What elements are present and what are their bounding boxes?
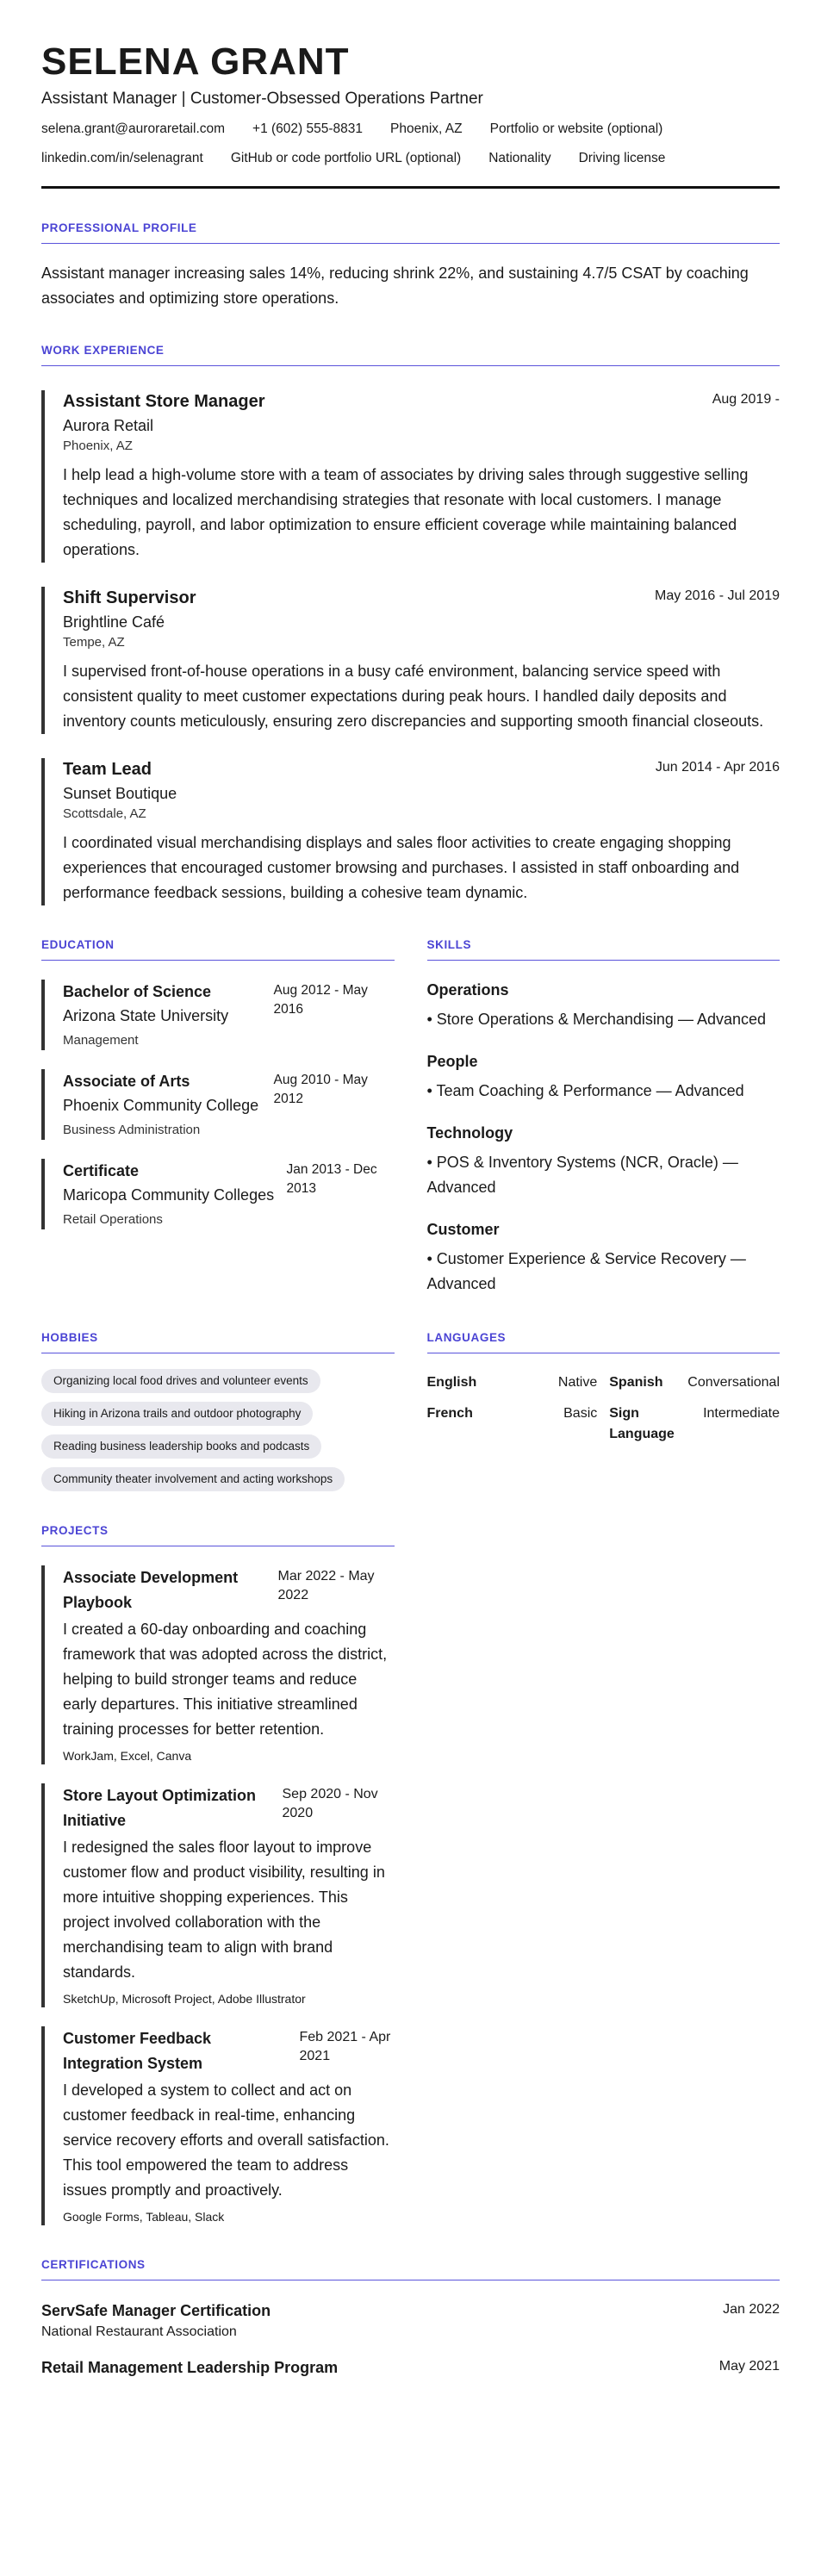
education-field: Retail Operations [63, 1212, 163, 1227]
skill-item: • Team Coaching & Performance — Advanced [426, 1082, 744, 1099]
section-heading-certifications: CERTIFICATIONS [41, 2258, 780, 2280]
languages-section [427, 1331, 781, 1491]
language-entry [427, 1403, 598, 1445]
hobby-tag: Hiking in Arizona trails and outdoor photography [41, 1402, 313, 1426]
section-heading-hobbies: HOBBIES [41, 1331, 395, 1353]
education-section [41, 938, 395, 1297]
skills-section [427, 938, 781, 1297]
project-title: Associate Development Playbook [63, 1569, 239, 1611]
education-date: Jan 2013 - Dec 2013 [286, 1162, 377, 1196]
job-title: Shift Supervisor [63, 588, 196, 607]
profile-summary: Assistant manager increasing sales 14%, reducing shrink 22%, and sustaining 4.7/5 CSAT by coaching associates and optimizing store operations. [41, 264, 749, 307]
projects-row [41, 1524, 780, 2225]
project-tools: WorkJam, Excel, Canva [63, 1749, 192, 1763]
section-heading-experience: WORK EXPERIENCE [41, 344, 780, 366]
skill-item: • POS & Inventory Systems (NCR, Oracle) — Advanced [426, 1154, 738, 1196]
project-title: Customer Feedback Integration System [63, 2030, 212, 2072]
section-heading-projects: PROJECTS [41, 1524, 395, 1546]
job-title: Assistant Store Manager [63, 392, 265, 411]
skill-group [427, 1217, 781, 1297]
language-level: Intermediate [703, 1406, 780, 1421]
hobby-tag: Reading business leadership books and podcasts [41, 1434, 321, 1459]
hobbies-section [41, 1331, 395, 1491]
section-heading-skills: SKILLS [427, 938, 781, 961]
certification-name: ServSafe Manager Certification [41, 2302, 271, 2319]
skill-item: • Customer Experience & Service Recovery — Advanced [426, 1250, 746, 1292]
job-date: Jun 2014 - Apr 2016 [655, 760, 780, 775]
projects-section [41, 1524, 395, 2225]
candidate-name: SELENA GRANT [41, 40, 350, 83]
contact-nationality: Nationality [488, 151, 551, 165]
certification-org: National Restaurant Association [41, 2324, 237, 2339]
contact-email[interactable]: selena.grant@auroraretail.com [41, 121, 226, 136]
contact-linkedin[interactable]: linkedin.com/in/selenagrant [41, 151, 203, 165]
job-location: Tempe, AZ [63, 635, 125, 650]
certifications-section [41, 2258, 780, 2379]
education-school: Maricopa Community Colleges [63, 1186, 275, 1204]
skill-group [427, 978, 781, 1032]
skill-category: People [426, 1053, 478, 1070]
contact-github[interactable]: GitHub or code portfolio URL (optional) [230, 151, 462, 165]
project-description: I developed a system to collect and act on customer feedback in real-time, enhancing service recovery efforts and overall satisfaction. This tool empowered the team to address issues promptly and proactively. [63, 2081, 389, 2199]
certification-date: Jan 2022 [723, 2302, 780, 2317]
project-tools: Google Forms, Tableau, Slack [63, 2210, 225, 2224]
project-date: Feb 2021 - Apr 2021 [299, 2030, 391, 2063]
contact-portfolio[interactable]: Portfolio or website (optional) [489, 121, 663, 136]
contact-info [41, 121, 780, 167]
hobby-tag: Organizing local food drives and volunteer events [41, 1369, 320, 1393]
experience-section [41, 344, 780, 905]
job-entry [41, 390, 780, 563]
project-date: Mar 2022 - May 2022 [277, 1569, 375, 1602]
project-description: I redesigned the sales floor layout to improve customer flow and product visibility, resulting in more intuitive shopping experiences. This project involved collaboration with the merchandising team to align with brand standards. [63, 1839, 385, 1981]
language-entry [609, 1372, 780, 1393]
projects-spacer [427, 1524, 781, 2225]
job-location: Phoenix, AZ [63, 439, 133, 453]
certification-name: Retail Management Leadership Program [41, 2359, 339, 2376]
job-company: Aurora Retail [63, 417, 154, 434]
education-date: Aug 2010 - May 2012 [273, 1073, 368, 1106]
education-entry [41, 1069, 395, 1140]
job-description: I supervised front-of-house operations in a busy café environment, balancing service speed with consistent quality to meet customer expectations during peak hours. I handled daily deposits and inventory counts meticulously, ensuring zero discrepancies and supporting smooth financial closeouts. [63, 663, 764, 730]
language-entry [609, 1403, 780, 1445]
job-description: I help lead a high-volume store with a team of associates by driving sales through suggestive selling techniques and localized merchandising strategies that resonate with local customers. I manage scheduling, payroll, and labor optimization to ensure efficient coverage while maintaining balanced operations. [63, 466, 749, 558]
language-level: Native [557, 1375, 598, 1390]
skill-item: • Store Operations & Merchandising — Advanced [426, 1011, 767, 1028]
job-company: Brightline Café [63, 613, 165, 631]
language-name: Sign Language [609, 1406, 675, 1441]
certification-entry [41, 2299, 780, 2343]
education-date: Aug 2012 - May 2016 [273, 983, 368, 1017]
contact-license: Driving license [578, 151, 666, 165]
language-name: Spanish [609, 1375, 663, 1390]
education-field: Management [63, 1033, 139, 1048]
job-entry [41, 758, 780, 905]
project-entry [41, 1783, 395, 2007]
skill-group [427, 1121, 781, 1200]
project-entry [41, 1565, 395, 1764]
header-divider [41, 186, 780, 189]
job-date: May 2016 - Jul 2019 [655, 588, 780, 603]
language-name: English [426, 1375, 477, 1390]
education-entry [41, 1159, 395, 1229]
project-description: I created a 60-day onboarding and coaching framework that was adopted across the district, helping to build stronger teams and reduce early departures. This initiative streamlined training processes for better retention. [63, 1621, 388, 1738]
project-entry [41, 2026, 395, 2225]
language-level: Basic [563, 1406, 598, 1421]
section-heading-languages: LANGUAGES [427, 1331, 781, 1353]
resume-header [41, 0, 780, 189]
project-tools: SketchUp, Microsoft Project, Adobe Illustrator [63, 1992, 306, 2006]
candidate-title: Assistant Manager | Customer-Obsessed Operations Partner [41, 90, 483, 108]
education-skills-row [41, 938, 780, 1297]
job-date: Aug 2019 - [712, 392, 780, 407]
section-heading-profile: PROFESSIONAL PROFILE [41, 221, 780, 244]
certification-date: May 2021 [718, 2359, 780, 2374]
job-company: Sunset Boutique [63, 785, 177, 802]
hobby-tag: Community theater involvement and acting workshops [41, 1467, 345, 1491]
education-school: Arizona State University [63, 1007, 229, 1024]
language-entry [427, 1372, 598, 1393]
skill-group [427, 1049, 781, 1104]
language-name: French [426, 1406, 473, 1421]
education-degree: Certificate [63, 1162, 140, 1179]
education-field: Business Administration [63, 1123, 201, 1137]
language-level: Conversational [687, 1375, 780, 1390]
education-degree: Associate of Arts [63, 1073, 190, 1090]
project-date: Sep 2020 - Nov 2020 [282, 1787, 378, 1820]
job-location: Scottsdale, AZ [63, 806, 146, 821]
education-school: Phoenix Community College [63, 1097, 259, 1114]
job-title: Team Lead [63, 760, 152, 779]
job-description: I coordinated visual merchandising displays and sales floor activities to create engaging shopping experiences that encouraged customer browsing and purchases. I assisted in staff onboarding and performance feedback sessions, building a cohesive team dynamic. [63, 834, 740, 901]
skill-category: Technology [426, 1124, 513, 1142]
education-degree: Bachelor of Science [63, 983, 212, 1000]
hobbies-languages-row [41, 1331, 780, 1491]
section-heading-education: EDUCATION [41, 938, 395, 961]
certification-entry [41, 2356, 780, 2379]
profile-section [41, 221, 780, 311]
skill-category: Operations [426, 981, 509, 999]
contact-location: Phoenix, AZ [390, 121, 463, 136]
job-entry [41, 587, 780, 734]
skill-category: Customer [426, 1221, 500, 1238]
project-title: Store Layout Optimization Initiative [63, 1787, 257, 1829]
education-entry [41, 980, 395, 1050]
contact-phone[interactable]: +1 (602) 555-8831 [252, 121, 364, 136]
